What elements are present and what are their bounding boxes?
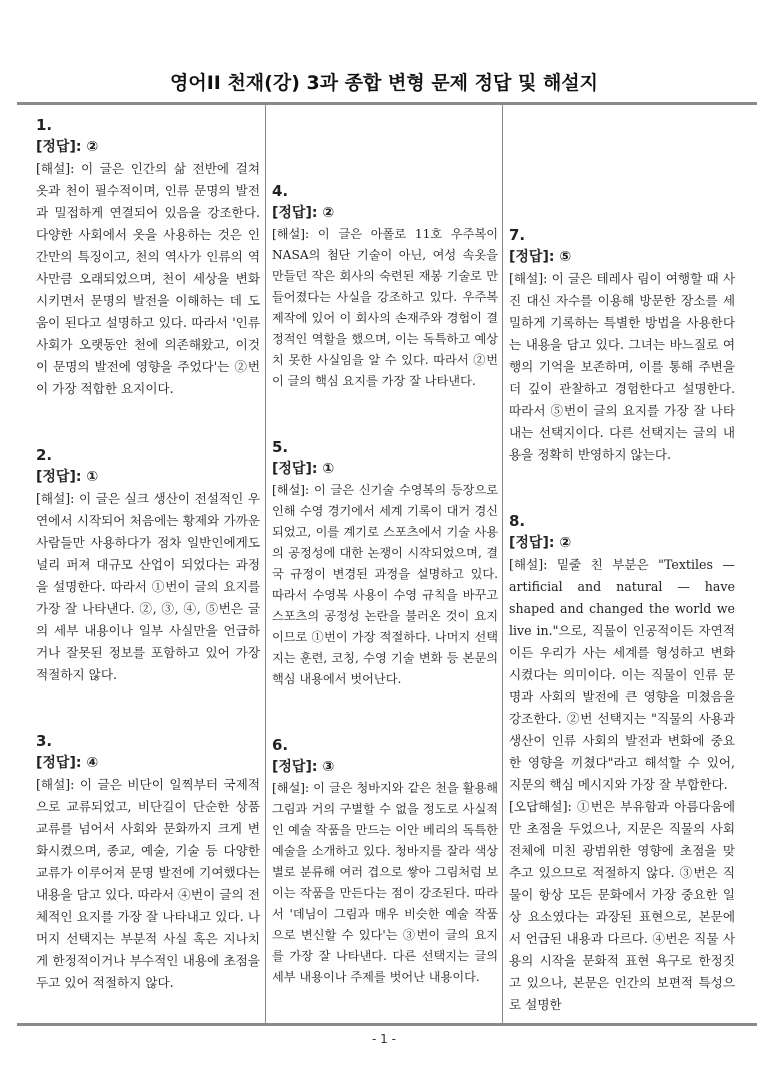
explanation: [해설]: 이 글은 비단이 일찍부터 국제적으로 교류되었고, 비단길이 단순한 상품 교류를 넘어서 사회와 문화까지 크게 변화시켰으며, 종교, 예술, 기술 등 다양한 교류가 이루어져 문명 발전에 기여했다는 내용을 담고 있다. 따라서 ④번이 글의 전체적인 요지를 가장 잘 나타내고 있다. 나머지 선택지는 부분적 사실 혹은 지나치게 한정적이거나 부수적인 내용에 초점을 두고 있어 적절하지 않다.: [36, 777, 260, 990]
column-3: [509, 114, 735, 1016]
answer-line: [정답]: ②: [36, 139, 99, 155]
answer-line: [정답]: ②: [272, 205, 335, 221]
item-4: [272, 114, 498, 392]
item-6: [272, 734, 498, 988]
item-5: [272, 436, 498, 690]
item-number: 5.: [272, 437, 289, 456]
page-title: 영어II 천재(강) 3과 종합 변형 문제 정답 및 해설지: [169, 72, 599, 94]
explanation: [해설]: 이 글은 아폴로 11호 우주복이 NASA의 첨단 기술이 아닌, 여성 속옷을 만들던 작은 회사의 숙련된 재봉 기술로 만들어졌다는 사실을 강조하고 있다. 우주복 제작에 있어 이 회사의 손재주와 경험이 결정적인 역할을 했으며, 이는 독특하고 예상치 못한 사실임을 알 수 있다. 따라서 ②번이 글의 핵심 요지를 가장 잘 나타낸다.: [272, 227, 498, 388]
answer-line: [정답]: ④: [36, 755, 99, 771]
column-divider: [265, 104, 266, 1023]
answer-line: [정답]: ⑤: [509, 249, 572, 265]
item-number: 6.: [272, 735, 289, 754]
bottom-rule: [17, 1023, 757, 1026]
item-2: [36, 444, 260, 686]
item-1: [36, 114, 260, 400]
explanation: [해설]: 이 글은 청바지와 같은 천을 활용해 그림과 거의 구별할 수 없을 정도로 사실적인 예술 작품을 만드는 이안 베리의 독특한 예술을 소개하고 있다. 청바지를 잘라 색상별로 분류해 여러 겹으로 쌓아 그림처럼 보이는 작품을 만든다는 점이 강조된다. 따라서 '데님이 그림과 매우 비슷한 예술 작품으로 변신할 수 있다'는 ③번이 글의 요지를 가장 잘 나타낸다. 다른 선택지는 글의 세부 내용이나 주제를 벗어난 내용이다.: [272, 780, 498, 984]
item-number: 3.: [36, 732, 53, 750]
answer-line: [정답]: ①: [36, 469, 99, 485]
item-number: 7.: [509, 226, 526, 244]
answer-line: [정답]: ②: [509, 535, 572, 551]
explanation: [해설]: 밑줄 친 부분은 "Textiles — artificial and natural — have shaped and changed the world we live in."으로, 직물이 인공적이든 자연적이든 우리가 사는 세계를 형성하고 변화시켰다는 의미이다. 이는 직물이 인류 문명과 사회의 발전에 큰 영향을 미쳤음을 강조한다. ②번 선택지는 "직물의 사용과 생산이 인류 사회의 발전과 변화에 중요한 영향을 끼쳤다"라고 해석할 수 있어, 지문의 핵심 메시지와 가장 잘 부합한다.: [509, 557, 735, 792]
item-number: 2.: [36, 446, 53, 464]
top-rule: [17, 102, 757, 105]
column-divider: [502, 104, 503, 1023]
explanation: [해설]: 이 글은 인간의 삶 전반에 걸쳐 옷과 천이 필수적이며, 인류 문명의 발전과 밀접하게 연결되어 있음을 강조한다. 다양한 사회에서 옷을 사용하는 것은 인간만의 특징이고, 천의 역사가 인류의 역사만큼 오래되었으며, 천이 세상을 변화시키면서 문명의 발전을 이해하는 데 도움이 된다고 설명하고 있다. 따라서 '인류 사회가 오랫동안 천에 의존해왔고, 이것이 문명의 발전에 영향을 주었다'는 ②번이 가장 적합한 요지이다.: [36, 161, 260, 396]
item-8: [509, 510, 735, 1016]
explanation: [해설]: 이 글은 테레사 림이 여행할 때 사진 대신 자수를 이용해 방문한 장소를 세밀하게 기록하는 특별한 방법을 사용한다는 내용을 담고 있다. 그녀는 바느질로 여행의 기억을 보존하며, 이를 통해 주변을 더 깊이 관찰하고 경험한다고 설명한다. 따라서 ⑤번이 글의 요지를 가장 잘 나타내는 선택지이다. 다른 선택지는 글의 내용을 정확히 반영하지 않는다.: [509, 271, 735, 462]
item-3: [36, 730, 260, 994]
page-number: - 1 -: [372, 1032, 396, 1046]
column-2: [272, 114, 498, 988]
column-1: [36, 114, 260, 994]
answer-line: [정답]: ①: [272, 460, 335, 477]
explanation: [해설]: 이 글은 실크 생산이 전설적인 우연에서 시작되어 처음에는 황제와 가까운 사람들만 사용하다가 점차 일반인에게도 널리 퍼져 대규모 산업이 되었다는 과정을 설명한다. 따라서 ①번이 글의 요지를 가장 잘 나타낸다. ②, ③, ④, ⑤번은 글의 세부 내용이나 일부 사실만을 언급하거나 잘못된 정보를 포함하고 있어 가장 적절하지 않다.: [36, 491, 260, 682]
item-number: 8.: [509, 512, 526, 530]
item-number: 1.: [36, 116, 53, 134]
item-number: 4.: [272, 182, 289, 200]
wrong-answer-explanation: [오답해설]: ①번은 부유함과 아름다움에만 초점을 두었으나, 지문은 직물의 사회 전체에 미친 광범위한 영향에 초점을 맞추고 있으므로 적절하지 않다. ③번은 직물이 항상 모든 문화에서 가장 중요한 일상 요소였다는 과장된 표현으로, 본문에서 언급된 내용과 다르다. ④번은 직물 사용의 시작을 문화적 표현 욕구로 한정짓고 있으나, 본문은 인간의 보편적 특성으로 설명한: [509, 799, 735, 1012]
answer-line: [정답]: ③: [272, 758, 335, 775]
item-7: [509, 224, 735, 466]
explanation: [해설]: 이 글은 신기술 수영복의 등장으로 인해 수영 경기에서 세계 기록이 대거 경신되었고, 이를 계기로 스포츠에서 기술 사용의 공정성에 대한 논쟁이 시작되었으며, 결국 규정이 변경된 과정을 설명하고 있다. 따라서 수영복 사용이 수영 규칙을 바꾸고 스포츠의 공정성 논란을 불러온 것이 요지이므로 ①번이 가장 적절하다. 나머지 선택지는 훈련, 코칭, 수영 기술 변화 등 본문의 핵심 내용에서 벗어난다.: [272, 482, 498, 686]
